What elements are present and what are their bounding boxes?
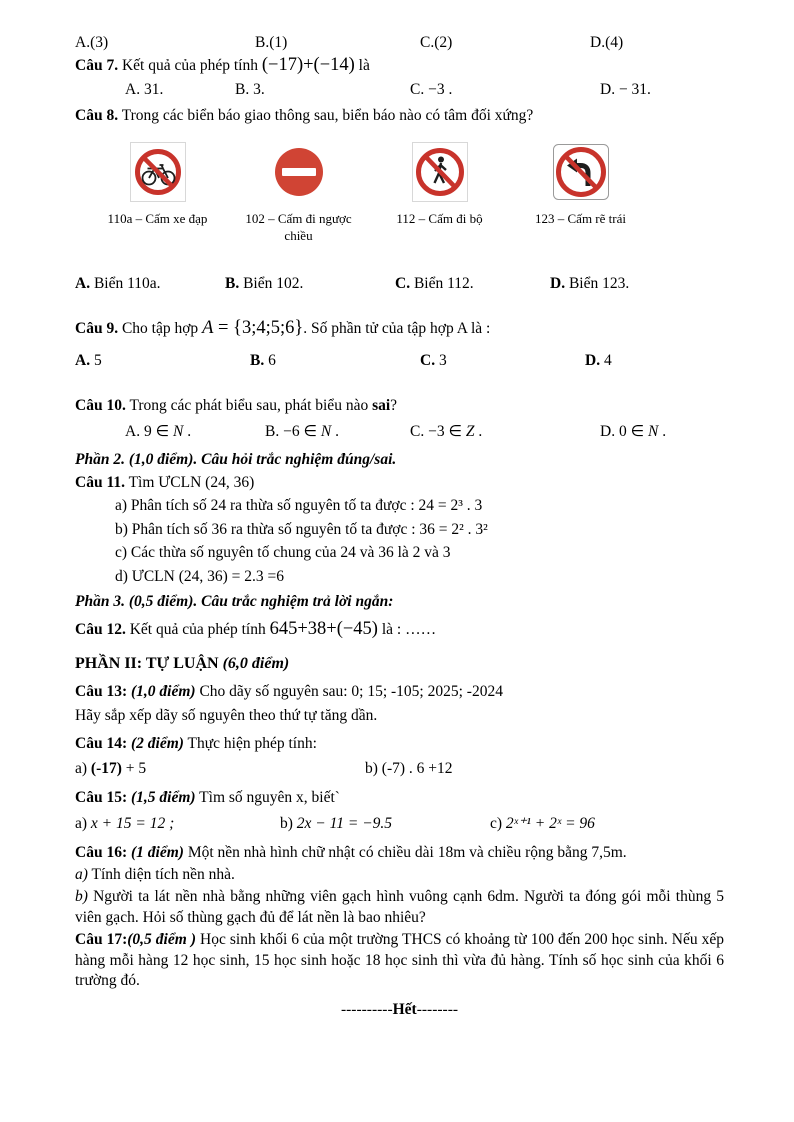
question-15-parts (75, 814, 724, 835)
question-8-options (75, 274, 724, 295)
question-14-label: Câu 14: (75, 735, 128, 753)
option-letter: D. (585, 352, 601, 370)
item-text: Các thừa số nguyên tố chung của 24 và 36 là 2 và 3 (130, 544, 451, 562)
question-9-options (75, 351, 724, 372)
question-15-label: Câu 15: (75, 788, 128, 806)
part-label: a) (75, 815, 88, 833)
part-a-equation: x + 15 = 12 ; (90, 815, 175, 833)
question-10-label: Câu 10. (75, 396, 126, 414)
option-math: 0 ∈ (618, 423, 645, 441)
question-7 (75, 56, 724, 77)
question-17-label: Câu 17: (75, 931, 128, 949)
set-variable: A (202, 317, 214, 338)
question-9-text-after: . Số phần tử của tập hợp A là : (303, 319, 491, 337)
option-letter: A. (75, 352, 91, 370)
option-a (125, 422, 265, 443)
question-17-points: (0,5 điểm ) (127, 931, 196, 949)
traffic-sign-112 (369, 142, 510, 244)
part-a (75, 759, 365, 780)
option-math: 9 ∈ (143, 423, 170, 441)
option-d: D. − 31. (600, 81, 651, 99)
question-11-text: Tìm ƯCLN (24, 36) (128, 473, 255, 491)
question-17 (75, 930, 724, 992)
question-12-label: Câu 12. (75, 621, 126, 639)
answer-option: A.(3) (75, 34, 109, 51)
option-letter: A. (75, 274, 91, 292)
footer-word: Hết (392, 1001, 417, 1019)
question-13 (75, 682, 724, 703)
question-16-text: Một nền nhà hình chữ nhật có chiều dài 18m và chiều rộng bằng 7,5m. (187, 843, 627, 861)
section-2-heading (75, 653, 724, 674)
option-text: . (331, 423, 339, 441)
question-15 (75, 788, 724, 809)
part-label: b) (365, 759, 378, 777)
end-of-exam-marker (75, 1000, 724, 1021)
part-label: a) (75, 759, 88, 777)
option-a: A. 31. (125, 81, 164, 99)
item-text: Phân tích số 36 ra thừa số nguyên tố ta được : 36 = 2² . 3² (131, 520, 488, 538)
sign-caption: 123 – Cấm rẽ trái (535, 211, 626, 227)
traffic-sign-102 (228, 142, 369, 244)
no-entry-sign-icon (274, 142, 324, 202)
footer-dashes-right: -------- (416, 1001, 459, 1019)
question-11-label: Câu 11. (75, 473, 125, 491)
option-a (75, 274, 225, 295)
option-b (265, 422, 410, 443)
sign-caption: 110a – Cấm xe đạp (107, 211, 208, 227)
option-text: 5 (93, 352, 102, 370)
question-9-label: Câu 9. (75, 319, 119, 337)
option-math: −3 ∈ (428, 423, 462, 441)
question-12-formula: 645+38+(−45) (269, 619, 378, 640)
number-set: N (172, 423, 184, 441)
question-7-formula: (−17)+(−14) (261, 54, 355, 75)
question-11-item-c (75, 543, 724, 564)
option-text: 3 (438, 352, 447, 370)
part-3-heading: Phần 3. (0,5 điểm). Câu trắc nghiệm trả lời ngắn: (75, 592, 394, 610)
option-text: Biển 112. (413, 274, 474, 292)
item-label: d) (115, 568, 128, 586)
option-text: 6 (268, 352, 276, 370)
question-10 (75, 396, 724, 417)
question-16-part-b (75, 887, 724, 928)
question-7-options (75, 80, 724, 101)
previous-answers-line (75, 33, 724, 54)
footer-dashes-left: ---------- (340, 1001, 393, 1019)
question-14 (75, 734, 724, 755)
question-8-text: Trong các biển báo giao thông sau, biển báo nào có tâm đối xứng? (121, 106, 534, 124)
no-bicycle-sign-icon (130, 142, 186, 202)
question-12-text-after: là : …… (381, 621, 437, 639)
question-16-label: Câu 16: (75, 843, 128, 861)
part-label: a) (75, 866, 88, 884)
option-letter: C. (420, 352, 436, 370)
question-16-part-a (75, 865, 724, 886)
option-letter: C. (410, 423, 425, 441)
sign-caption: 102 – Cấm đi ngược chiều (245, 211, 352, 243)
traffic-signs-row (75, 142, 724, 244)
answer-option: D.(4) (590, 34, 624, 51)
question-9-text: Cho tập hợp (121, 319, 199, 337)
question-13-points: (1,0 điểm) (130, 683, 196, 701)
sign-caption: 112 – Cấm đi bộ (396, 211, 483, 227)
option-math: −6 ∈ (283, 423, 317, 441)
option-d (550, 274, 629, 295)
part-a-bold: (-17) (90, 759, 122, 777)
question-12 (75, 620, 724, 641)
section-2-title: PHẦN II: TỰ LUẬN (75, 654, 219, 672)
traffic-sign-123 (510, 142, 651, 244)
question-11-item-a (75, 496, 724, 517)
part-b (280, 814, 490, 835)
part-b (365, 759, 453, 780)
question-11 (75, 473, 724, 494)
option-b (225, 274, 395, 295)
question-7-label: Câu 7. (75, 56, 119, 74)
section-2-points: (6,0 điểm) (222, 654, 290, 672)
item-text: Phân tích số 24 ra thừa số nguyên tố ta được : 24 = 2³ . 3 (130, 497, 483, 515)
no-left-turn-sign-icon (553, 142, 609, 202)
option-c (395, 274, 550, 295)
question-10-text-after: ? (390, 396, 398, 414)
part-label: b) (75, 888, 88, 905)
traffic-sign-110a (87, 142, 228, 244)
part-label: c) (490, 815, 503, 833)
question-7-text: Kết quả của phép tính (121, 56, 258, 74)
question-12-text: Kết quả của phép tính (129, 621, 266, 639)
option-letter: B. (225, 274, 240, 292)
option-letter: B. (250, 352, 265, 370)
option-text: . (474, 423, 483, 441)
question-11-item-b (75, 520, 724, 541)
option-text: Biển 102. (243, 274, 304, 292)
question-10-bold-word: sai (372, 396, 391, 414)
question-11-item-d (75, 567, 724, 588)
number-set: Z (465, 423, 475, 441)
question-14-parts (75, 759, 724, 780)
option-text: . (658, 423, 667, 441)
option-letter: D. (600, 423, 616, 441)
question-13-label: Câu 13: (75, 683, 128, 701)
option-d (585, 351, 612, 372)
part-c-equation: 2ˣ⁺¹ + 2ˣ = 96 (505, 815, 595, 833)
part-a-text: Tính diện tích nền nhà. (91, 866, 235, 884)
option-text: . (183, 423, 192, 441)
question-16 (75, 843, 724, 864)
option-letter: C. (395, 274, 411, 292)
part-b-equation: 2x − 11 = −9.5 (296, 815, 393, 833)
part-b-text: Người ta lát nền nhà bằng những viên gạch hình vuông cạnh 6dm. Người ta đóng gói mỗi thùng 5 viên gạch. Hỏi số thùng gạch đủ để lát nền là bao nhiêu? (75, 888, 724, 926)
question-13-text: Cho dãy số nguyên sau: 0; 15; -105; 2025; -2024 (199, 683, 503, 701)
option-a (75, 351, 250, 372)
question-9-formula: = {3;4;5;6} (218, 317, 304, 338)
question-15-points: (1,5 điểm) (130, 788, 196, 806)
part-c (490, 814, 595, 835)
option-letter: A. (125, 423, 141, 441)
question-8-label: Câu 8. (75, 106, 119, 124)
question-14-text: Thực hiện phép tính: (187, 735, 317, 753)
part-a (75, 814, 280, 835)
option-c (410, 422, 600, 443)
answer-option: C.(2) (420, 34, 453, 51)
question-8 (75, 106, 724, 127)
question-14-points: (2 điểm) (130, 735, 184, 753)
item-label: a) (115, 497, 128, 515)
number-set: N (647, 423, 659, 441)
question-7-text-after: là (358, 56, 370, 74)
answer-option: B.(1) (255, 34, 288, 51)
question-9 (75, 319, 724, 340)
option-text: Biển 123. (568, 274, 630, 292)
option-c: C. −3 . (410, 81, 453, 99)
option-letter: B. (265, 423, 280, 441)
option-c (420, 351, 585, 372)
number-set: N (320, 423, 332, 441)
option-letter: D. (550, 274, 566, 292)
question-16-points: (1 điểm) (130, 843, 184, 861)
option-d (600, 422, 666, 443)
item-label: c) (115, 544, 128, 562)
question-13-text-2: Hãy sắp xếp dãy số nguyên theo thứ tự tăng dần. (75, 706, 378, 724)
option-b: B. 3. (235, 81, 265, 99)
option-text: 4 (603, 352, 612, 370)
question-17-text: Học sinh khối 6 của một trường THCS có khoảng từ 100 đến 200 học sinh. Nếu xếp hàng mỗi hàng 12 học sinh, 15 học sinh hoặc 18 học sinh thì vừa đủ hàng. Tính số học sinh của khối 6 trường đó. (75, 931, 724, 990)
part-a-rest: + 5 (121, 759, 147, 777)
question-10-options (75, 422, 724, 443)
no-pedestrian-sign-icon (412, 142, 468, 202)
part-2-heading: Phần 2. (1,0 điểm). Câu hỏi trắc nghiệm đúng/sai. (75, 450, 397, 468)
question-15-text: Tìm số nguyên x, biết` (199, 788, 340, 806)
item-text: ƯCLN (24, 36) = 2.3 =6 (131, 568, 285, 586)
part-b-text: (-7) . 6 +12 (381, 759, 453, 777)
option-text: Biển 110a. (93, 274, 161, 292)
item-label: b) (115, 520, 128, 538)
option-b (250, 351, 420, 372)
part-label: b) (280, 815, 293, 833)
question-10-text: Trong các phát biểu sau, phát biểu nào (129, 396, 373, 414)
